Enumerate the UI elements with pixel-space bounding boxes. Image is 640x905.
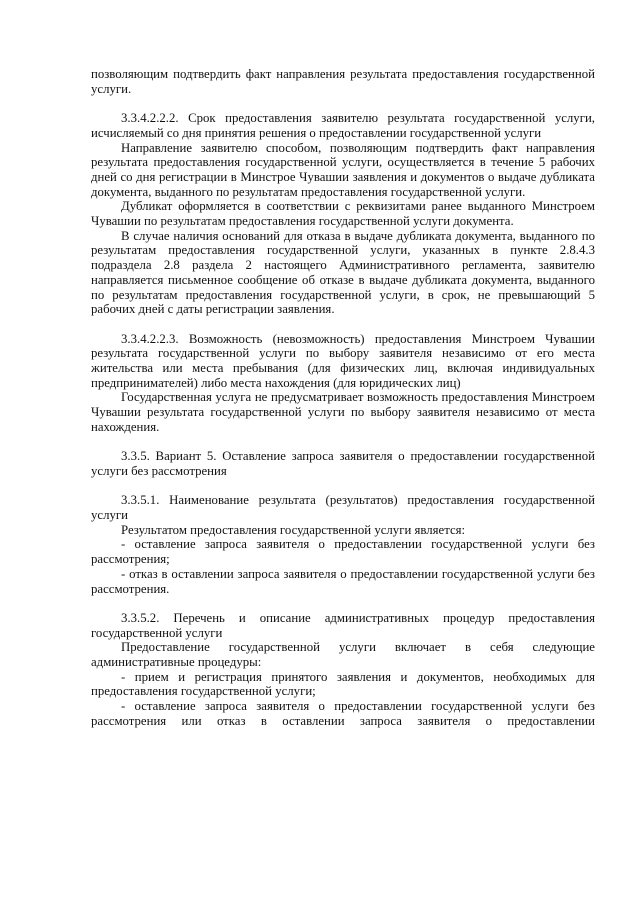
heading-3-3-4-2-2-2: 3.3.4.2.2.2. Срок предоставления заявителю результата государственной услуги, исчисляемый со дня принятия решения о предоставлении государственной услуги <box>91 111 595 140</box>
paragraph-delivery-term: Направление заявителю способом, позволяющим подтвердить факт направления результата предоставления государственной услуги, осуществляется в течение 5 рабочих дней со дня регистрации в Минстрое Чувашии заявления и документов о выдаче дубликата документа, выданного по результатам предоставления государственной услуги. <box>91 140 595 199</box>
heading-3-3-4-2-2-3: 3.3.4.2.2.3. Возможность (невозможность) предоставления Минстроем Чувашии результата государственной услуги по выбору заявителя независимо от его места жительства или места пребывания (для физических лиц, включая индивидуальных предпринимателей) либо места нахождения (для юридических лиц) <box>91 331 595 390</box>
heading-3-3-5: 3.3.5. Вариант 5. Оставление запроса заявителя о предоставлении государственной услуги без рассмотрения <box>91 449 595 478</box>
list-item-leave-or-refuse: - оставление запроса заявителя о предоставлении государственной услуги без рассмотрения или отказ в оставлении запроса заявителя о предоставлении <box>91 699 595 728</box>
paragraph-refusal-notice: В случае наличия оснований для отказа в выдаче дубликата документа, выданного по результатам предоставления государственной услуги, указанных в пункте 2.8.4.3 подраздела 2.8 раздела 2 настоящего Административного регламента, заявителю направляется письменное сообщение об отказе в выдаче дубликата документа, выданного по результатам предоставления государственной услуги, в срок, не превышающий 5 рабочих дней с даты регистрации заявления. <box>91 228 595 317</box>
paragraph-continuation: позволяющим подтвердить факт направления результата предоставления государственной услуги. <box>91 67 595 96</box>
paragraph-duplicate-format: Дубликат оформляется в соответствии с реквизитами ранее выданного Минстроем Чувашии по результатам предоставления государственной услуги документа. <box>91 199 595 229</box>
list-item-reception-registration: - прием и регистрация принятого заявления и документов, необходимых для предоставления государственной услуги; <box>91 669 595 699</box>
paragraph-result-intro: Результатом предоставления государственной услуги является: <box>121 522 466 537</box>
paragraph-procedures-intro: Предоставление государственной услуги включает в себя следующие административные процедуры: <box>91 640 595 670</box>
document-page <box>91 67 595 729</box>
list-item-refuse-leave: - отказ в оставлении запроса заявителя о предоставлении государственной услуги без рассмотрения. <box>91 566 595 596</box>
heading-3-3-5-2: 3.3.5.2. Перечень и описание административных процедур предоставления государственной услуги <box>91 610 595 640</box>
paragraph-no-choice: Государственная услуга не предусматривает возможность предоставления Минстроем Чувашии результата государственной услуги по выбору заявителя независимо от места нахождения. <box>91 390 595 434</box>
heading-3-3-5-1: 3.3.5.1. Наименование результата (результатов) предоставления государственной услуги <box>91 493 595 523</box>
list-item-leave-unconsidered: - оставление запроса заявителя о предоставлении государственной услуги без рассмотрения; <box>91 537 595 567</box>
